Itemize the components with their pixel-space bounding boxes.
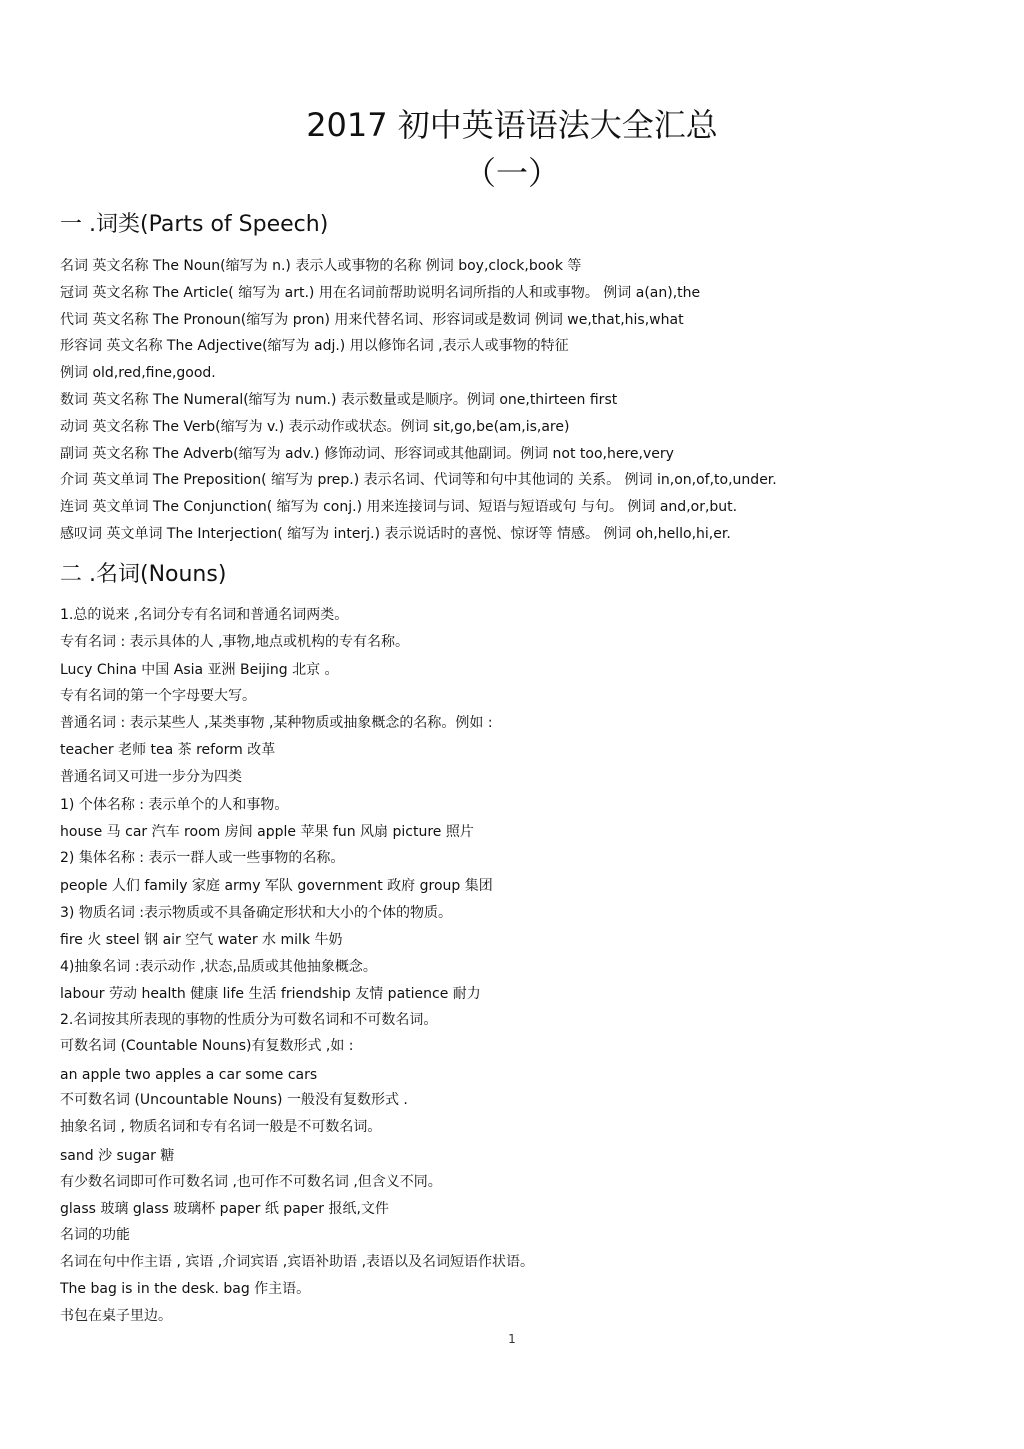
section-heading-parts-of-speech: 一 .词类(Parts of Speech) <box>60 212 329 237</box>
text-line: 书包在桌子里边。 <box>60 1308 172 1324</box>
document-subtitle: （一） <box>463 154 560 192</box>
text-line: teacher 老师 tea 茶 reform 改革 <box>60 742 276 758</box>
page-number: 1 <box>508 1332 516 1346</box>
text-line: fire 火 steel 钢 air 空气 water 水 milk 牛奶 <box>60 932 343 948</box>
text-line: 3) 物质名词 :表示物质或不具备确定形状和大小的个体的物质。 <box>60 905 452 921</box>
text-line: 2) 集体名称 : 表示一群人或一些事物的名称。 <box>60 850 345 866</box>
text-line: 普通名词又可进一步分为四类 <box>60 769 242 785</box>
text-line: 名词的功能 <box>60 1227 130 1243</box>
text-line: house 马 car 汽车 room 房间 apple 苹果 fun 风扇 picture 照片 <box>60 824 474 840</box>
text-line: 可数名词 (Countable Nouns)有复数形式 ,如 : <box>60 1038 354 1054</box>
text-line: 动词 英文名称 The Verb(缩写为 v.) 表示动作或状态。例词 sit,go,be(am,is,are) <box>60 419 570 435</box>
document-title: 2017 初中英语语法大全汇总 <box>306 106 718 144</box>
text-line: 普通名词 : 表示某些人 ,某类事物 ,某种物质或抽象概念的名称。例如 : <box>60 715 493 731</box>
text-line: 不可数名词 (Uncountable Nouns) 一般没有复数形式 . <box>60 1092 408 1108</box>
text-line: people 人们 family 家庭 army 军队 government 政府 group 集团 <box>60 878 493 894</box>
text-line: labour 劳动 health 健康 life 生活 friendship 友情 patience 耐力 <box>60 986 481 1002</box>
text-line: 形容词 英文名称 The Adjective(缩写为 adj.) 用以修饰名词 ,表示人或事物的特征 <box>60 338 569 354</box>
text-line: 名词 英文名称 The Noun(缩写为 n.) 表示人或事物的名称 例词 boy,clock,book 等 <box>60 258 582 274</box>
text-line: 2.名词按其所表现的事物的性质分为可数名词和不可数名词。 <box>60 1012 438 1028</box>
text-line: 感叹词 英文单词 The Interjection( 缩写为 interj.) 表示说话时的喜悦、惊讶等 情感。 例词 oh,hello,hi,er. <box>60 526 731 542</box>
text-line: 冠词 英文名称 The Article( 缩写为 art.) 用在名词前帮助说明名词所指的人和或事物。 例词 a(an),the <box>60 285 701 301</box>
text-line: an apple two apples a car some cars <box>60 1067 318 1083</box>
text-line: The bag is in the desk. bag 作主语。 <box>60 1281 311 1297</box>
text-line: 连词 英文单词 The Conjunction( 缩写为 conj.) 用来连接词与词、短语与短语或句 与句。 例词 and,or,but. <box>60 499 738 515</box>
text-line: 专有名词的第一个字母要大写。 <box>60 688 256 704</box>
text-line: 抽象名词 , 物质名词和专有名词一般是不可数名词。 <box>60 1119 382 1135</box>
text-line: 介词 英文单词 The Preposition( 缩写为 prep.) 表示名词、代词等和句中其他词的 关系。 例词 in,on,of,to,under. <box>60 472 777 488</box>
text-line: 1.总的说来 ,名词分专有名词和普通名词两类。 <box>60 607 349 623</box>
text-line: 例词 old,red,fine,good. <box>60 365 216 381</box>
text-line: 有少数名词即可作可数名词 ,也可作不可数名词 ,但含义不同。 <box>60 1174 442 1190</box>
text-line: sand 沙 sugar 糖 <box>60 1148 175 1164</box>
text-line: 代词 英文名称 The Pronoun(缩写为 pron) 用来代替名词、形容词或是数词 例词 we,that,his,what <box>60 312 684 328</box>
text-line: 1) 个体名称 : 表示单个的人和事物。 <box>60 797 289 813</box>
text-line: Lucy China 中国 Asia 亚洲 Beijing 北京 。 <box>60 662 339 678</box>
text-line: 数词 英文名称 The Numeral(缩写为 num.) 表示数量或是顺序。例词 one,thirteen first <box>60 392 618 408</box>
text-line: glass 玻璃 glass 玻璃杯 paper 纸 paper 报纸,文件 <box>60 1201 389 1217</box>
text-line: 专有名词 : 表示具体的人 ,事物,地点或机构的专有名称。 <box>60 634 409 650</box>
text-line: 4)抽象名词 :表示动作 ,状态,品质或其他抽象概念。 <box>60 959 377 975</box>
text-line: 副词 英文名称 The Adverb(缩写为 adv.) 修饰动词、形容词或其他副词。例词 not too,here,very <box>60 446 674 462</box>
text-line: 名词在句中作主语 , 宾语 ,介词宾语 ,宾语补助语 ,表语以及名词短语作状语。 <box>60 1254 535 1270</box>
section-heading-nouns: 二 .名词(Nouns) <box>60 562 227 587</box>
